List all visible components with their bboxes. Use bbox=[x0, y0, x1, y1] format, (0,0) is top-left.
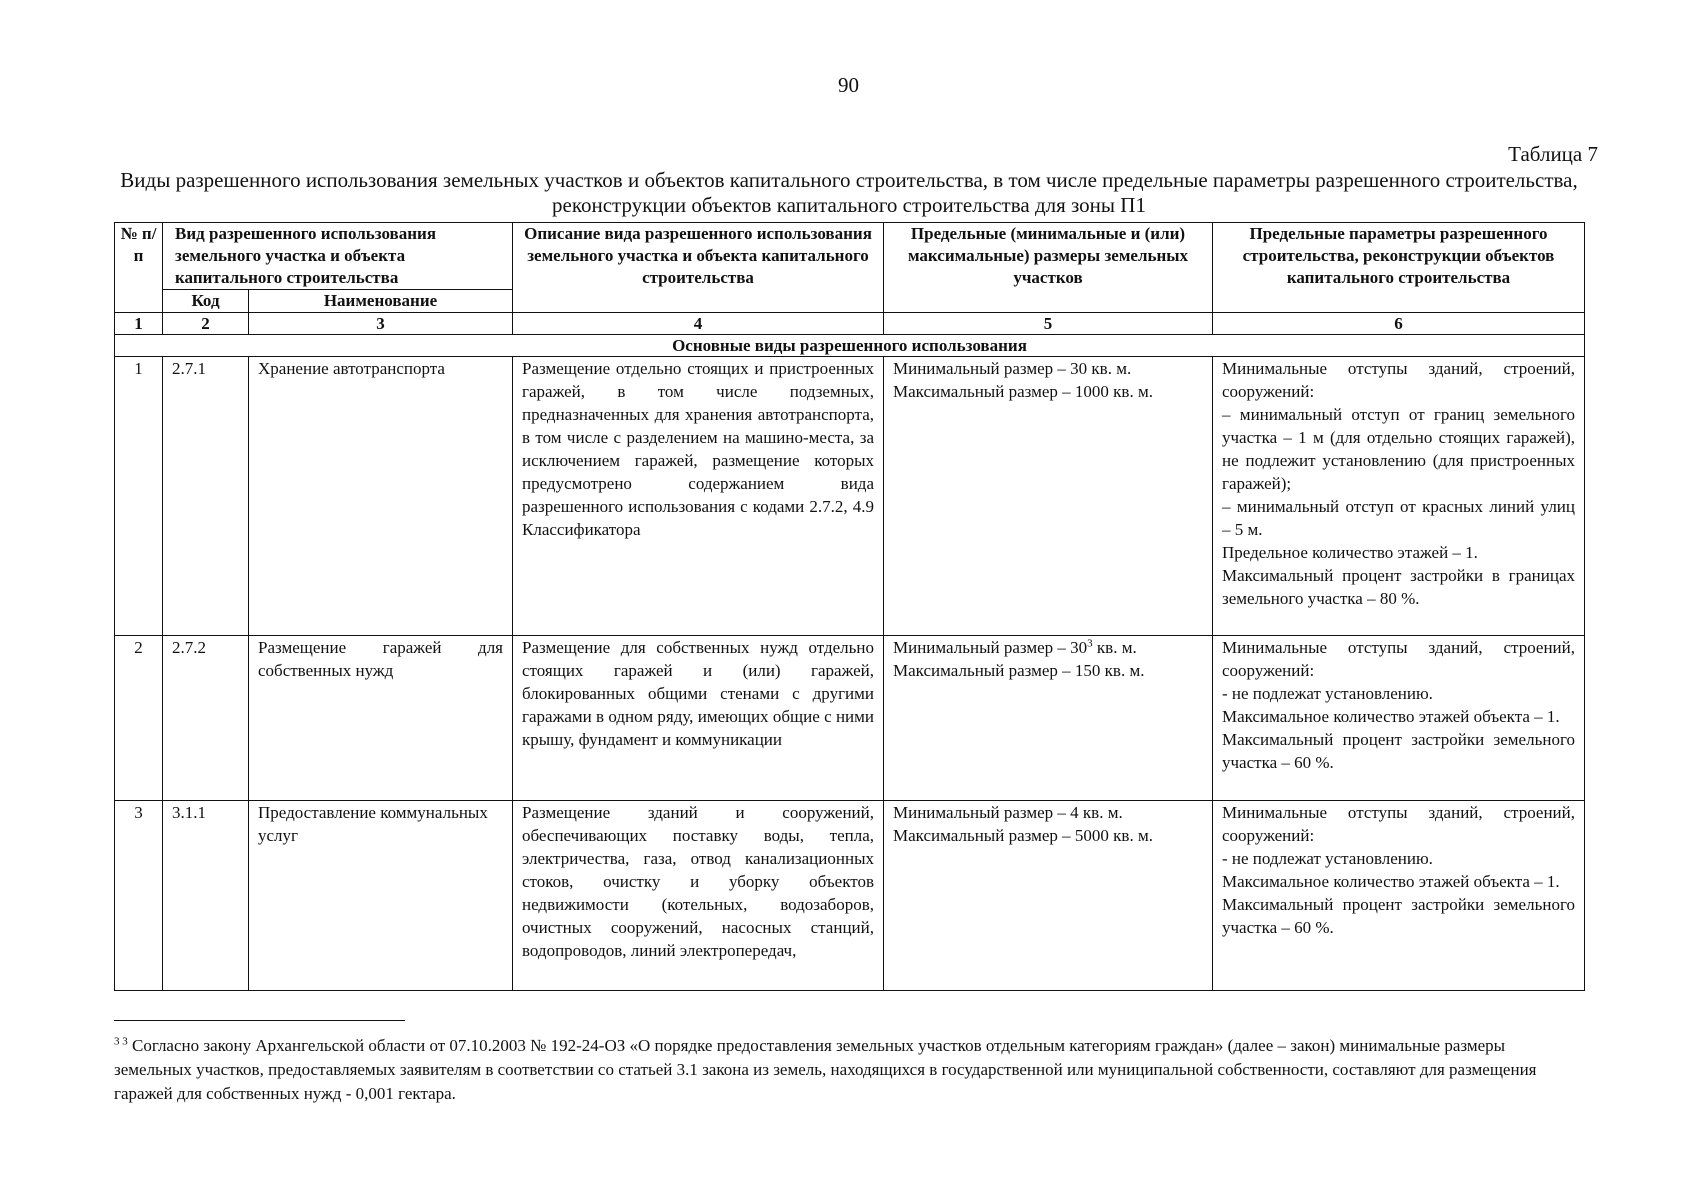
row-params bbox=[1213, 801, 1585, 991]
row-description: Размещение отдельно стоящих и пристроенных гаражей, в том числе подземных, предназначенных для хранения автотранспорта, в том числе с разделением на машино-места, за исключением гаражей, размещение которых предусмотрено содержанием вида разрешенного использования с кодами 2.7.2, 4.9 Классификатора bbox=[513, 357, 884, 636]
size-max: Максимальный размер – 1000 кв. м. bbox=[893, 382, 1153, 401]
row-description: Размещение зданий и сооружений, обеспечивающих поставку воды, тепла, электричества, газа, отвод канализационных стоков, очистку и уборку объектов недвижимости (котельных, водозаборов, очистных сооружений, насосных станций, водопроводов, линий электропередач, bbox=[513, 801, 884, 991]
table-header-row bbox=[115, 223, 1585, 290]
size-min: Минимальный размер – 30 кв. м. bbox=[893, 359, 1132, 378]
table-row bbox=[115, 801, 1585, 991]
column-number-row bbox=[115, 313, 1585, 335]
size-min-value: Минимальный размер – 30 bbox=[893, 638, 1088, 657]
table-row bbox=[115, 636, 1585, 801]
param-line: Максимальный процент застройки земельного участка – 60 %. bbox=[1222, 895, 1575, 937]
column-number: 4 bbox=[513, 313, 884, 335]
header-no: № п/п bbox=[115, 223, 163, 313]
row-sizes bbox=[884, 357, 1213, 636]
param-line: - не подлежат установлению. bbox=[1222, 849, 1433, 868]
header-description: Описание вида разрешенного использования земельного участка и объекта капитального строительства bbox=[513, 223, 884, 313]
row-sizes bbox=[884, 801, 1213, 991]
table-label: Таблица 7 bbox=[1508, 142, 1598, 166]
size-max: Максимальный размер – 150 кв. м. bbox=[893, 661, 1145, 680]
row-params bbox=[1213, 357, 1585, 636]
row-number: 1 bbox=[115, 357, 163, 636]
header-params: Предельные параметры разрешенного строительства, реконструкции объектов капитального строительства bbox=[1213, 223, 1585, 313]
row-description: Размещение для собственных нужд отдельно стоящих гаражей и (или) гаражей, блокированных общими стенами с другими гаражами в одном ряду, имеющих общие с ними крышу, фундамент и коммуникации bbox=[513, 636, 884, 801]
size-min-unit: кв. м. bbox=[1092, 638, 1137, 657]
row-number: 3 bbox=[115, 801, 163, 991]
row-params bbox=[1213, 636, 1585, 801]
size-max: Максимальный размер – 5000 кв. м. bbox=[893, 826, 1153, 845]
param-line: Минимальные отступы зданий, строений, сооружений: bbox=[1222, 638, 1575, 680]
size-min: Минимальный размер – 4 кв. м. bbox=[893, 803, 1123, 822]
size-min bbox=[893, 636, 1203, 659]
param-line: Минимальные отступы зданий, строений, сооружений: bbox=[1222, 803, 1575, 845]
row-code: 2.7.2 bbox=[163, 636, 249, 801]
footnote-marker: 3 3 bbox=[114, 1035, 128, 1048]
param-line: Максимальный процент застройки земельного участка – 60 %. bbox=[1222, 730, 1575, 772]
column-number: 3 bbox=[249, 313, 513, 335]
row-name: Предоставление коммунальных услуг bbox=[249, 801, 513, 991]
param-line: Максимальное количество этажей объекта – 1. bbox=[1222, 707, 1560, 726]
zoning-table bbox=[114, 222, 1585, 991]
param-line: Максимальное количество этажей объекта – 1. bbox=[1222, 872, 1560, 891]
row-code: 2.7.1 bbox=[163, 357, 249, 636]
param-line: – минимальный отступ от границ земельного участка – 1 м (для отдельно стоящих гаражей), не подлежит установлению (для пристроенных гаражей); bbox=[1222, 405, 1575, 493]
param-line: Минимальные отступы зданий, строений, сооружений: bbox=[1222, 359, 1575, 401]
page-number: 90 bbox=[838, 73, 859, 97]
param-line: – минимальный отступ от красных линий улиц – 5 м. bbox=[1222, 497, 1575, 539]
footnote bbox=[114, 1034, 1584, 1106]
column-number: 5 bbox=[884, 313, 1213, 335]
row-code: 3.1.1 bbox=[163, 801, 249, 991]
column-number: 2 bbox=[163, 313, 249, 335]
header-sizes: Предельные (минимальные и (или) максимальные) размеры земельных участков bbox=[884, 223, 1213, 313]
header-vri: Вид разрешенного использования земельного участка и объекта капитального строительства bbox=[163, 223, 513, 290]
section-title: Основные виды разрешенного использования bbox=[115, 335, 1585, 357]
table-title: Виды разрешенного использования земельных участков и объектов капитального строительства, в том числе предельные параметры разрешенного строительства, реконструкции объектов капитального строительства для зоны П1 bbox=[120, 168, 1578, 217]
footnote-ref: 3 bbox=[1087, 637, 1093, 650]
table-row bbox=[115, 357, 1585, 636]
row-sizes bbox=[884, 636, 1213, 801]
column-number: 6 bbox=[1213, 313, 1585, 335]
row-number: 2 bbox=[115, 636, 163, 801]
row-name: Хранение автотранспорта bbox=[249, 357, 513, 636]
section-row bbox=[115, 335, 1585, 357]
param-line: Предельное количество этажей – 1. bbox=[1222, 543, 1478, 562]
footnote-text: Согласно закону Архангельской области от 07.10.2003 № 192-24-ОЗ «О порядке предоставления земельных участков отдельным категориям граждан» (далее – закон) минимальные размеры земельных участков, предоставляемых заявителям в соответствии со статьей 3.1 закона из земель, находящихся в государственной или муниципальной собственности, составляют для размещения гаражей для собственных нужд - 0,001 гектара. bbox=[114, 1036, 1537, 1103]
row-name: Размещение гаражей для собственных нужд bbox=[249, 636, 513, 801]
param-line: - не подлежат установлению. bbox=[1222, 684, 1433, 703]
header-code: Код bbox=[163, 290, 249, 313]
footnote-separator bbox=[114, 1020, 405, 1021]
header-name: Наименование bbox=[249, 290, 513, 313]
column-number: 1 bbox=[115, 313, 163, 335]
param-line: Максимальный процент застройки в границах земельного участка – 80 %. bbox=[1222, 566, 1575, 608]
